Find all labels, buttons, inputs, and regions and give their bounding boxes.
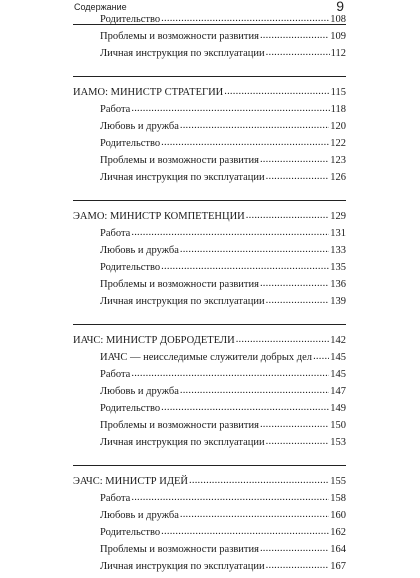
toc-entry-title: Проблемы и возможности развития (100, 155, 259, 166)
toc-section (73, 14, 346, 65)
toc-subentry[interactable] (73, 48, 346, 65)
dot-leader (266, 560, 330, 571)
toc-subentry[interactable] (73, 420, 346, 437)
toc-subentry[interactable] (73, 228, 346, 245)
toc-subentry[interactable] (73, 262, 346, 279)
toc-entry-page: 123 (330, 155, 346, 166)
dot-leader (236, 334, 330, 345)
toc-entry-title: Любовь и дружба (100, 121, 179, 132)
toc-entry-page: 155 (330, 476, 346, 487)
toc-entry-title: Любовь и дружба (100, 386, 179, 397)
toc-entry-title: Личная инструкция по эксплуатации (100, 561, 265, 572)
dot-leader (131, 492, 329, 503)
dot-leader (161, 526, 329, 537)
dot-leader (246, 210, 329, 221)
toc-chapter-entry[interactable] (73, 211, 346, 228)
dot-leader (131, 227, 329, 238)
toc-entry-title: Родительство (100, 403, 161, 414)
toc-entry-title: Работа (100, 369, 131, 380)
dot-leader (189, 475, 329, 486)
toc-entry-page: 120 (330, 121, 346, 132)
toc-entry-title: Любовь и дружба (100, 245, 179, 256)
toc-entry-title: Работа (100, 493, 131, 504)
toc-subentry[interactable] (73, 386, 346, 403)
toc-entry-page: 142 (330, 335, 346, 346)
toc-subentry[interactable] (73, 527, 346, 544)
dot-leader (266, 436, 330, 447)
dot-leader (224, 86, 329, 97)
toc-entry-title: Любовь и дружба (100, 510, 179, 521)
dot-leader (180, 385, 329, 396)
toc-subentry[interactable] (73, 14, 346, 31)
toc-entry-title: Родительство (100, 262, 161, 273)
toc-entry-page: 122 (330, 138, 346, 149)
toc-subentry[interactable] (73, 544, 346, 561)
toc-entry-page: 136 (330, 279, 346, 290)
dot-leader (131, 103, 329, 114)
toc-subentry[interactable] (73, 352, 346, 369)
toc-entry-title: Проблемы и возможности развития (100, 420, 259, 431)
toc-entry-page: 133 (330, 245, 346, 256)
toc-chapter-entry[interactable] (73, 87, 346, 104)
toc-subentry[interactable] (73, 493, 346, 510)
toc-entry-page: 129 (330, 211, 346, 222)
toc-entry-title: Личная инструкция по эксплуатации (100, 172, 265, 183)
dot-leader (313, 351, 329, 362)
toc-entry-title: Личная инструкция по эксплуатации (100, 296, 265, 307)
toc-entry-title: Работа (100, 228, 131, 239)
toc-section (73, 324, 346, 454)
toc-entry-page: 126 (330, 172, 346, 183)
toc-entry-page: 164 (330, 544, 346, 555)
toc-section (73, 76, 346, 189)
toc-subentry[interactable] (73, 172, 346, 189)
toc-entry-page: 162 (330, 527, 346, 538)
toc-entry-title: Проблемы и возможности развития (100, 544, 259, 555)
toc-subentry[interactable] (73, 31, 346, 48)
toc-subentry[interactable] (73, 561, 346, 578)
dot-leader (180, 509, 329, 520)
dot-leader (161, 137, 329, 148)
toc-entry-title: Родительство (100, 527, 161, 538)
toc-subentry[interactable] (73, 403, 346, 420)
toc-section (73, 465, 346, 578)
toc-entry-page: 109 (330, 31, 346, 42)
toc-entry-title: ЭАМО: МИНИСТР КОМПЕТЕНЦИИ (73, 211, 245, 222)
toc-subentry[interactable] (73, 104, 346, 121)
dot-leader (260, 154, 329, 165)
toc-entry-title: Родительство (100, 138, 161, 149)
toc-entry-page: 118 (330, 104, 346, 115)
toc-entry-page: 153 (330, 437, 346, 448)
toc-entry-title: ИАМО: МИНИСТР СТРАТЕГИИ (73, 87, 224, 98)
dot-leader (161, 261, 329, 272)
toc-entry-page: 145 (330, 352, 346, 363)
toc-subentry[interactable] (73, 155, 346, 172)
toc-entry-title: Личная инструкция по эксплуатации (100, 437, 265, 448)
toc-entry-title: Проблемы и возможности развития (100, 279, 259, 290)
dot-leader (266, 47, 330, 58)
dot-leader (131, 368, 329, 379)
toc-entry-page: 115 (330, 87, 346, 98)
running-header-title: Содержание (74, 2, 127, 12)
toc-entry-page: 167 (330, 561, 346, 572)
toc-subentry[interactable] (73, 369, 346, 386)
toc-entry-title: ЭАЧС: МИНИСТР ИДЕЙ (73, 476, 188, 487)
toc-entry-page: 108 (330, 14, 346, 25)
toc-entry-title: Проблемы и возможности развития (100, 31, 259, 42)
dot-leader (260, 543, 329, 554)
toc-entry-page: 160 (330, 510, 346, 521)
toc-entry-page: 131 (330, 228, 346, 239)
toc-chapter-entry[interactable] (73, 335, 346, 352)
toc-entry-title: ИАЧС: МИНИСТР ДОБРОДЕТЕЛИ (73, 335, 235, 346)
toc-subentry[interactable] (73, 138, 346, 155)
toc-subentry[interactable] (73, 279, 346, 296)
dot-leader (180, 244, 329, 255)
toc-subentry[interactable] (73, 296, 346, 313)
toc-chapter-entry[interactable] (73, 476, 346, 493)
toc-entry-title: Личная инструкция по эксплуатации (100, 48, 265, 59)
toc-entry-title: Работа (100, 104, 131, 115)
toc-entry-page: 145 (330, 369, 346, 380)
toc-entry-title: ИАЧС — неисследимые служители добрых дел (100, 352, 313, 363)
toc-subentry[interactable] (73, 510, 346, 527)
toc-entry-page: 112 (330, 48, 346, 59)
page-number: 9 (336, 0, 344, 14)
toc-entry-page: 135 (330, 262, 346, 273)
toc-section (73, 200, 346, 313)
dot-leader (260, 30, 329, 41)
dot-leader (161, 13, 329, 24)
dot-leader (180, 120, 329, 131)
toc-entry-page: 150 (330, 420, 346, 431)
dot-leader (266, 171, 330, 182)
toc-entry-page: 158 (330, 493, 346, 504)
toc-entry-page: 149 (330, 403, 346, 414)
dot-leader (260, 278, 329, 289)
toc-subentry[interactable] (73, 121, 346, 138)
toc-entry-page: 139 (330, 296, 346, 307)
toc-subentry[interactable] (73, 437, 346, 454)
toc-entry-title: Родительство (100, 14, 161, 25)
dot-leader (266, 295, 330, 306)
toc-subentry[interactable] (73, 245, 346, 262)
dot-leader (260, 419, 329, 430)
dot-leader (161, 402, 329, 413)
table-of-contents (73, 14, 346, 578)
toc-entry-page: 147 (330, 386, 346, 397)
